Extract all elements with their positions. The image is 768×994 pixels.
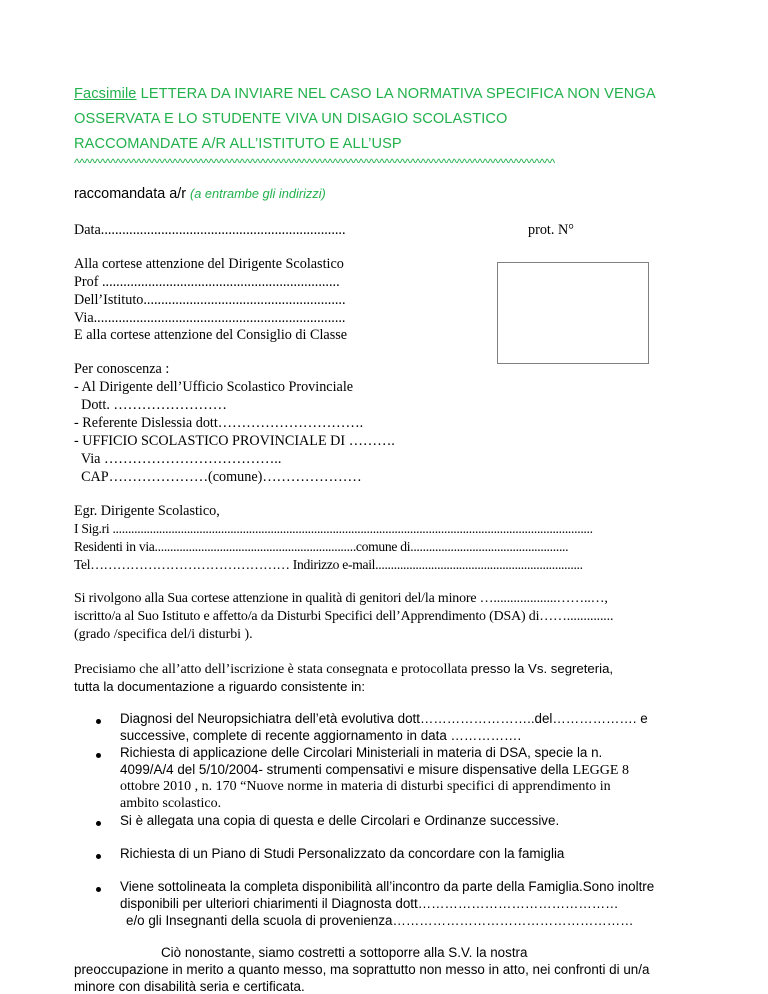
paragraph1-line-1: Si rivolgono alla Sua cortese attenzione in qualità di genitori del/la minore …...................……..…,	[74, 591, 608, 606]
raccomandata-label: raccomandata a/r	[74, 186, 190, 202]
protocol-stamp-box	[497, 262, 649, 364]
paragraph1-line-2: iscritto/a al Suo Istituto e affetto/a da Disturbi Specifici dell’Apprendimento (DSA) di……..............	[74, 609, 614, 624]
raccomandata-line	[74, 186, 326, 202]
bullet-icon	[96, 753, 101, 758]
header-line-2: OSSERVATA E LO STUDENTE VIVA UN DISAGIO SCOLASTICO	[74, 111, 508, 127]
bullet2-line-2	[120, 762, 629, 779]
bullet3-line-1: Si è allegata una copia di questa e delle Circolari e Ordinanze successive.	[120, 813, 560, 828]
bullet-icon	[96, 821, 101, 826]
address-line-2: Prof ...................................................................	[74, 274, 340, 290]
header-line-1	[74, 86, 656, 102]
cc-line-4: - Referente Dislessia dott………………………….	[74, 415, 364, 431]
facsimile-label: Facsimile	[74, 86, 137, 102]
date-field: Data.....................................................................	[74, 222, 346, 238]
closing-line-1: Ciò nonostante, siamo costretti a sottoporre alla S.V. la nostra	[161, 945, 528, 960]
closing-line-2: preoccupazione in merito a quanto messo, ma soprattutto non messo in atto, nei confronti di un/a	[74, 962, 650, 977]
cc-line-1: Per conoscenza :	[74, 361, 170, 377]
paragraph2-line-2: tutta la documentazione a riguardo consistente in:	[74, 679, 366, 694]
paragraph1-line-3: (grado /specifica del/i disturbi ).	[74, 627, 253, 642]
cc-line-5: - UFFICIO SCOLASTICO PROVINCIALE DI ……….	[74, 433, 395, 449]
info-line-names: I Sig.ri ...........................................................................................................................................................	[74, 521, 593, 536]
address-line-4: Via.......................................................................	[74, 310, 346, 326]
bullet1-line-2: successive, complete di recente aggiornamento in data …………….	[120, 728, 522, 743]
raccomandata-note: (a entrambe gli indirizzi)	[189, 186, 326, 201]
header-separator: ^^^^^^^^^^^^^^^^^^^^^^^^^^^^^^^^^^^^^^^^^^^^^^^^^^^^^^^^^^^^^^^^^^^^^^^^^^^^^^^^^^^^^^^^^^^^^	[74, 156, 555, 170]
info-line-address: Residenti in via.................................................................comune di...................................................	[74, 539, 569, 554]
closing-line-3: minore con disabilità seria e certificata.	[74, 979, 305, 994]
header-line-3: RACCOMANDATE A/R ALL’ISTITUTO E ALL’USP	[74, 136, 402, 152]
address-line-1: Alla cortese attenzione del Dirigente Scolastico	[74, 256, 344, 272]
bullet5-line-1: Viene sottolineata la completa disponibilità all’incontro da parte della Famiglia.Sono inoltre	[120, 879, 655, 894]
salutation: Egr. Dirigente Scolastico,	[74, 503, 220, 519]
address-line-3: Dell’Istituto.........................................................	[74, 292, 346, 308]
paragraph2-sans-text: presso la Vs. segreteria,	[470, 661, 614, 676]
bullet-icon	[96, 719, 101, 724]
paragraph2-line-1	[74, 661, 613, 678]
bullet2-legge-text: LEGGE 8	[572, 763, 629, 778]
paragraph2-serif-text: Precisiamo che all’atto dell’iscrizione è stata consegnata e protocollata	[74, 662, 471, 677]
cc-line-2: - Al Dirigente dell’Ufficio Scolastico Provinciale	[74, 379, 354, 395]
bullet4-line-1: Richiesta di un Piano di Studi Personalizzato da concordare con la famiglia	[120, 846, 565, 861]
protocol-number: prot. N°	[528, 222, 574, 238]
address-line-5: E alla cortese attenzione del Consiglio di Classe	[74, 327, 348, 343]
bullet5-line-2: disponibili per ulteriori chiarimenti il Diagnosta dott………………………………………	[120, 896, 619, 911]
bullet2-sans-text: 4099/A/4 del 5/10/2004- strumenti compensativi e misure dispensative della	[120, 762, 573, 777]
bullet1-line-1: Diagnosi del Neuropsichiatra dell’età evolutiva dott……………………..del………………. e	[120, 711, 648, 726]
header-line-1-text: LETTERA DA INVIARE NEL CASO LA NORMATIVA SPECIFICA NON VENGA	[136, 86, 656, 102]
info-line-contacts: Tel……………………………………… Indirizzo e-mail...................................................................	[74, 557, 583, 572]
cc-line-6: Via ………………………………..	[74, 451, 282, 467]
cc-line-7: CAP…………………(comune)…………………	[74, 469, 362, 485]
bullet2-line-3: ottobre 2010 , n. 170 “Nuove norme in materia di disturbi specifici di apprendimento in	[120, 779, 611, 794]
bullet2-line-4: ambito scolastico.	[120, 796, 222, 811]
bullet-icon	[96, 887, 101, 892]
bullet5-line-3: e/o gli Insegnanti della scuola di provenienza………………………………………………	[126, 913, 634, 928]
cc-line-3: Dott. ……………………	[74, 397, 227, 413]
bullet-icon	[96, 854, 101, 859]
bullet2-line-1: Richiesta di applicazione delle Circolari Ministeriali in materia di DSA, specie la n.	[120, 745, 603, 760]
